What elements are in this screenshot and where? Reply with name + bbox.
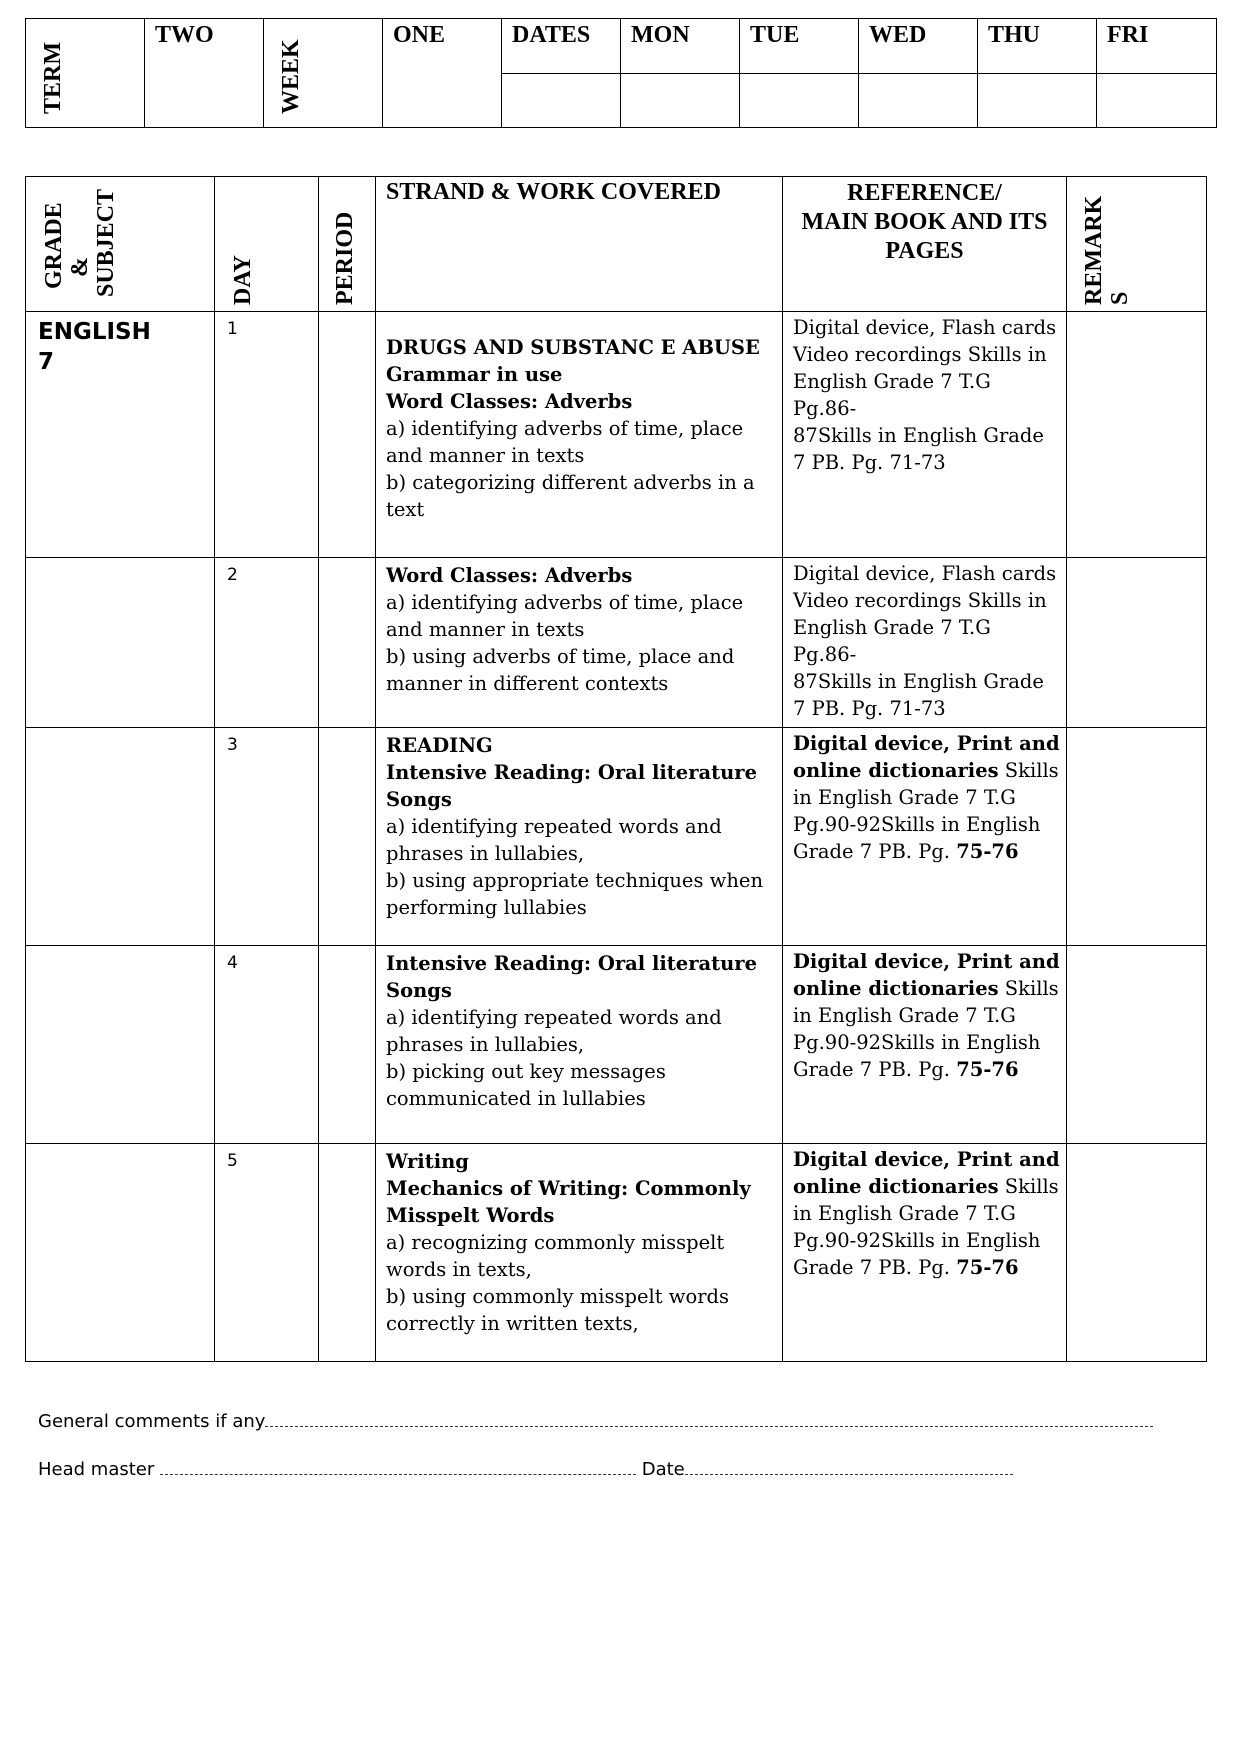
period-cell (319, 312, 376, 558)
work-line: Songs (386, 979, 452, 1002)
work-cell (376, 728, 783, 946)
reference-text (783, 728, 1066, 865)
work-line: a) identifying adverbs of time, place (386, 417, 744, 440)
header-grade: GRADE (41, 202, 67, 289)
work-line: Writing (386, 1150, 469, 1173)
table-row (26, 312, 1207, 558)
day-cell (215, 946, 319, 1144)
work-line: Mechanics of Writing: Commonly (386, 1177, 751, 1200)
general-comments-field[interactable] (265, 1425, 1153, 1427)
reference-bold-segment: 75-76 (956, 840, 1019, 863)
day-cell (215, 728, 319, 946)
day-cell (215, 1144, 319, 1362)
reference-line: 87Skills in English Grade (793, 670, 1044, 693)
work-line: communicated in lullabies (386, 1087, 646, 1110)
date-label: Date (641, 1459, 685, 1480)
remarks-cell (1067, 312, 1207, 558)
term-value: TWO (155, 22, 214, 48)
subject-cell (26, 558, 215, 728)
day-wed-cell (859, 19, 978, 74)
reference-line: 87Skills in English Grade (793, 424, 1044, 447)
work-line: Grammar in use (386, 363, 563, 386)
day-number: 2 (227, 565, 238, 585)
remarks-cell (1067, 728, 1207, 946)
reference-line: Digital device, Print and (793, 1148, 1060, 1171)
reference-line: Pg.90-92Skills in English (793, 1229, 1041, 1252)
reference-cell (783, 946, 1067, 1144)
day-mon-label: MON (631, 22, 690, 48)
reference-line: in English Grade 7 T.G (793, 786, 1016, 809)
header-reference-text (783, 177, 1066, 266)
reference-cell (783, 312, 1067, 558)
reference-segment: Skills (998, 759, 1059, 782)
work-line: Songs (386, 788, 452, 811)
header-remarks-2: S (1107, 291, 1133, 305)
week-value: ONE (393, 22, 446, 48)
header-day-label: DAY (230, 255, 256, 305)
reference-segment: Skills (998, 977, 1059, 1000)
work-line: Word Classes: Adverbs (386, 564, 633, 587)
work-line: phrases in lullabies, (386, 842, 585, 865)
header-remarks-1: REMARK (1081, 195, 1107, 305)
work-text (376, 558, 782, 697)
work-text (376, 728, 782, 921)
work-line: phrases in lullabies, (386, 1033, 585, 1056)
header-reference-line-1: REFERENCE/ (847, 180, 1002, 206)
work-line: a) identifying repeated words and (386, 1006, 722, 1029)
header-reference-line-2: MAIN BOOK AND ITS (801, 209, 1048, 235)
reference-cell (783, 728, 1067, 946)
remarks-cell (1067, 946, 1207, 1144)
work-line: words in texts, (386, 1258, 532, 1281)
work-line: a) recognizing commonly misspelt (386, 1231, 725, 1254)
table-row (26, 558, 1207, 728)
reference-segment: Skills (998, 1175, 1059, 1198)
reference-line: in English Grade 7 T.G (793, 1004, 1016, 1027)
reference-line (793, 1254, 1060, 1281)
reference-line: Pg.90-92Skills in English (793, 813, 1041, 836)
lesson-table (25, 176, 1207, 1362)
day-tue-label: TUE (750, 22, 800, 48)
reference-cell (783, 558, 1067, 728)
day-wed-label: WED (869, 22, 927, 48)
day-thu-cell (978, 19, 1097, 74)
period-cell (319, 728, 376, 946)
table-row (26, 1144, 1207, 1362)
reference-line: Digital device, Print and (793, 732, 1060, 755)
reference-line (793, 757, 1060, 784)
fri-date-cell (1097, 73, 1217, 128)
work-line: b) using appropriate techniques when (386, 869, 764, 892)
header-strand (376, 177, 783, 312)
tue-date-cell (740, 73, 859, 128)
reference-bold-segment: online dictionaries (793, 977, 999, 1000)
reference-text (783, 558, 1066, 722)
headmaster-label: Head master (38, 1459, 155, 1480)
work-line: Intensive Reading: Oral literature (386, 952, 757, 975)
header-remarks (1067, 177, 1207, 312)
day-fri-cell (1097, 19, 1217, 74)
work-line: Misspelt Words (386, 1204, 555, 1227)
general-comments-label: General comments if any (38, 1411, 266, 1432)
remarks-cell (1067, 1144, 1207, 1362)
reference-line: in English Grade 7 T.G (793, 1202, 1016, 1225)
work-line: a) identifying adverbs of time, place (386, 591, 744, 614)
subject-cell (26, 946, 215, 1144)
week-value-cell (383, 19, 502, 128)
reference-segment: Grade 7 PB. Pg. (793, 840, 957, 863)
wed-date-cell (859, 73, 978, 128)
day-number: 3 (227, 735, 238, 755)
reference-line: English Grade 7 T.G Pg.86- (793, 370, 991, 420)
work-line: b) using adverbs of time, place and (386, 645, 735, 668)
signature-line (38, 1459, 1013, 1480)
work-line: and manner in texts (386, 618, 585, 641)
work-line: text (386, 498, 425, 521)
day-number: 1 (227, 319, 238, 339)
reference-line: 7 PB. Pg. 71-73 (793, 697, 946, 720)
work-line: performing lullabies (386, 896, 587, 919)
reference-line: English Grade 7 T.G Pg.86- (793, 616, 991, 666)
work-line: manner in different contexts (386, 672, 669, 695)
day-number: 4 (227, 953, 238, 973)
reference-segment: Grade 7 PB. Pg. (793, 1058, 957, 1081)
week-label: WEEK (278, 39, 304, 114)
work-line: DRUGS AND SUBSTANC E ABUSE (386, 336, 760, 359)
subject-cell (26, 728, 215, 946)
reference-line (793, 975, 1060, 1002)
day-thu-label: THU (988, 22, 1041, 48)
reference-line: Pg.90-92Skills in English (793, 1031, 1041, 1054)
thu-date-cell (978, 73, 1097, 128)
dates-label: DATES (512, 22, 591, 48)
reference-bold-segment: 75-76 (956, 1058, 1019, 1081)
reference-line (793, 838, 1060, 865)
work-cell (376, 946, 783, 1144)
term-value-cell (145, 19, 264, 128)
subject-name: ENGLISH (38, 319, 151, 345)
day-mon-cell (621, 19, 740, 74)
reference-text (783, 1144, 1066, 1281)
reference-segment: Grade 7 PB. Pg. (793, 1256, 957, 1279)
term-label-cell (26, 19, 145, 128)
day-fri-label: FRI (1107, 22, 1149, 48)
day-tue-cell (740, 19, 859, 74)
period-cell (319, 1144, 376, 1362)
work-line: b) using commonly misspelt words (386, 1285, 730, 1308)
mon-date-cell (621, 73, 740, 128)
week-label-cell (264, 19, 383, 128)
header-reference-line-3: PAGES (885, 238, 964, 264)
day-cell (215, 312, 319, 558)
reference-line: Digital device, Flash cards (793, 562, 1057, 585)
date-field[interactable] (685, 1473, 1013, 1475)
table-row (26, 946, 1207, 1144)
term-label: TERM (40, 42, 66, 114)
dates-blank-cell (502, 73, 621, 128)
subject-cell (26, 1144, 215, 1362)
work-line: correctly in written texts, (386, 1312, 639, 1335)
header-period (319, 177, 376, 312)
work-text (376, 1144, 782, 1337)
work-line: READING (386, 734, 493, 757)
table-row (26, 728, 1207, 946)
day-cell (215, 558, 319, 728)
header-ampersand: & (67, 257, 93, 277)
subject-cell (26, 312, 215, 558)
work-cell (376, 312, 783, 558)
general-comments-line (38, 1411, 1153, 1432)
header-reference (783, 177, 1067, 312)
header-subject: SUBJECT (93, 188, 119, 297)
subject-grade: 7 (38, 349, 55, 375)
work-cell (376, 1144, 783, 1362)
period-cell (319, 946, 376, 1144)
dates-label-cell (502, 19, 621, 74)
work-line: Intensive Reading: Oral literature (386, 761, 757, 784)
reference-line (793, 1056, 1060, 1083)
work-line: b) categorizing different adverbs in a (386, 471, 755, 494)
reference-line: Digital device, Flash cards (793, 316, 1057, 339)
header-day (215, 177, 319, 312)
work-text (376, 312, 782, 523)
reference-line: Digital device, Print and (793, 950, 1060, 973)
reference-bold-segment: 75-76 (956, 1256, 1019, 1279)
subject-label (26, 312, 214, 377)
header-grade-subject (26, 177, 215, 312)
reference-bold-segment: online dictionaries (793, 1175, 999, 1198)
headmaster-signature-field[interactable] (160, 1473, 636, 1475)
period-cell (319, 558, 376, 728)
header-strand-label: STRAND & WORK COVERED (386, 179, 721, 205)
reference-bold-segment: online dictionaries (793, 759, 999, 782)
reference-line: Video recordings Skills in (793, 589, 1047, 612)
work-line: b) picking out key messages (386, 1060, 666, 1083)
reference-cell (783, 1144, 1067, 1362)
reference-line: Video recordings Skills in (793, 343, 1047, 366)
reference-text (783, 312, 1066, 476)
remarks-cell (1067, 558, 1207, 728)
work-line: a) identifying repeated words and (386, 815, 722, 838)
header-period-label: PERIOD (332, 211, 358, 305)
work-text (376, 946, 782, 1112)
reference-text (783, 946, 1066, 1083)
work-cell (376, 558, 783, 728)
work-line: Word Classes: Adverbs (386, 390, 633, 413)
reference-line: 7 PB. Pg. 71-73 (793, 451, 946, 474)
reference-line (793, 1173, 1060, 1200)
work-line: and manner in texts (386, 444, 585, 467)
term-week-table (25, 18, 1217, 128)
day-number: 5 (227, 1151, 238, 1171)
